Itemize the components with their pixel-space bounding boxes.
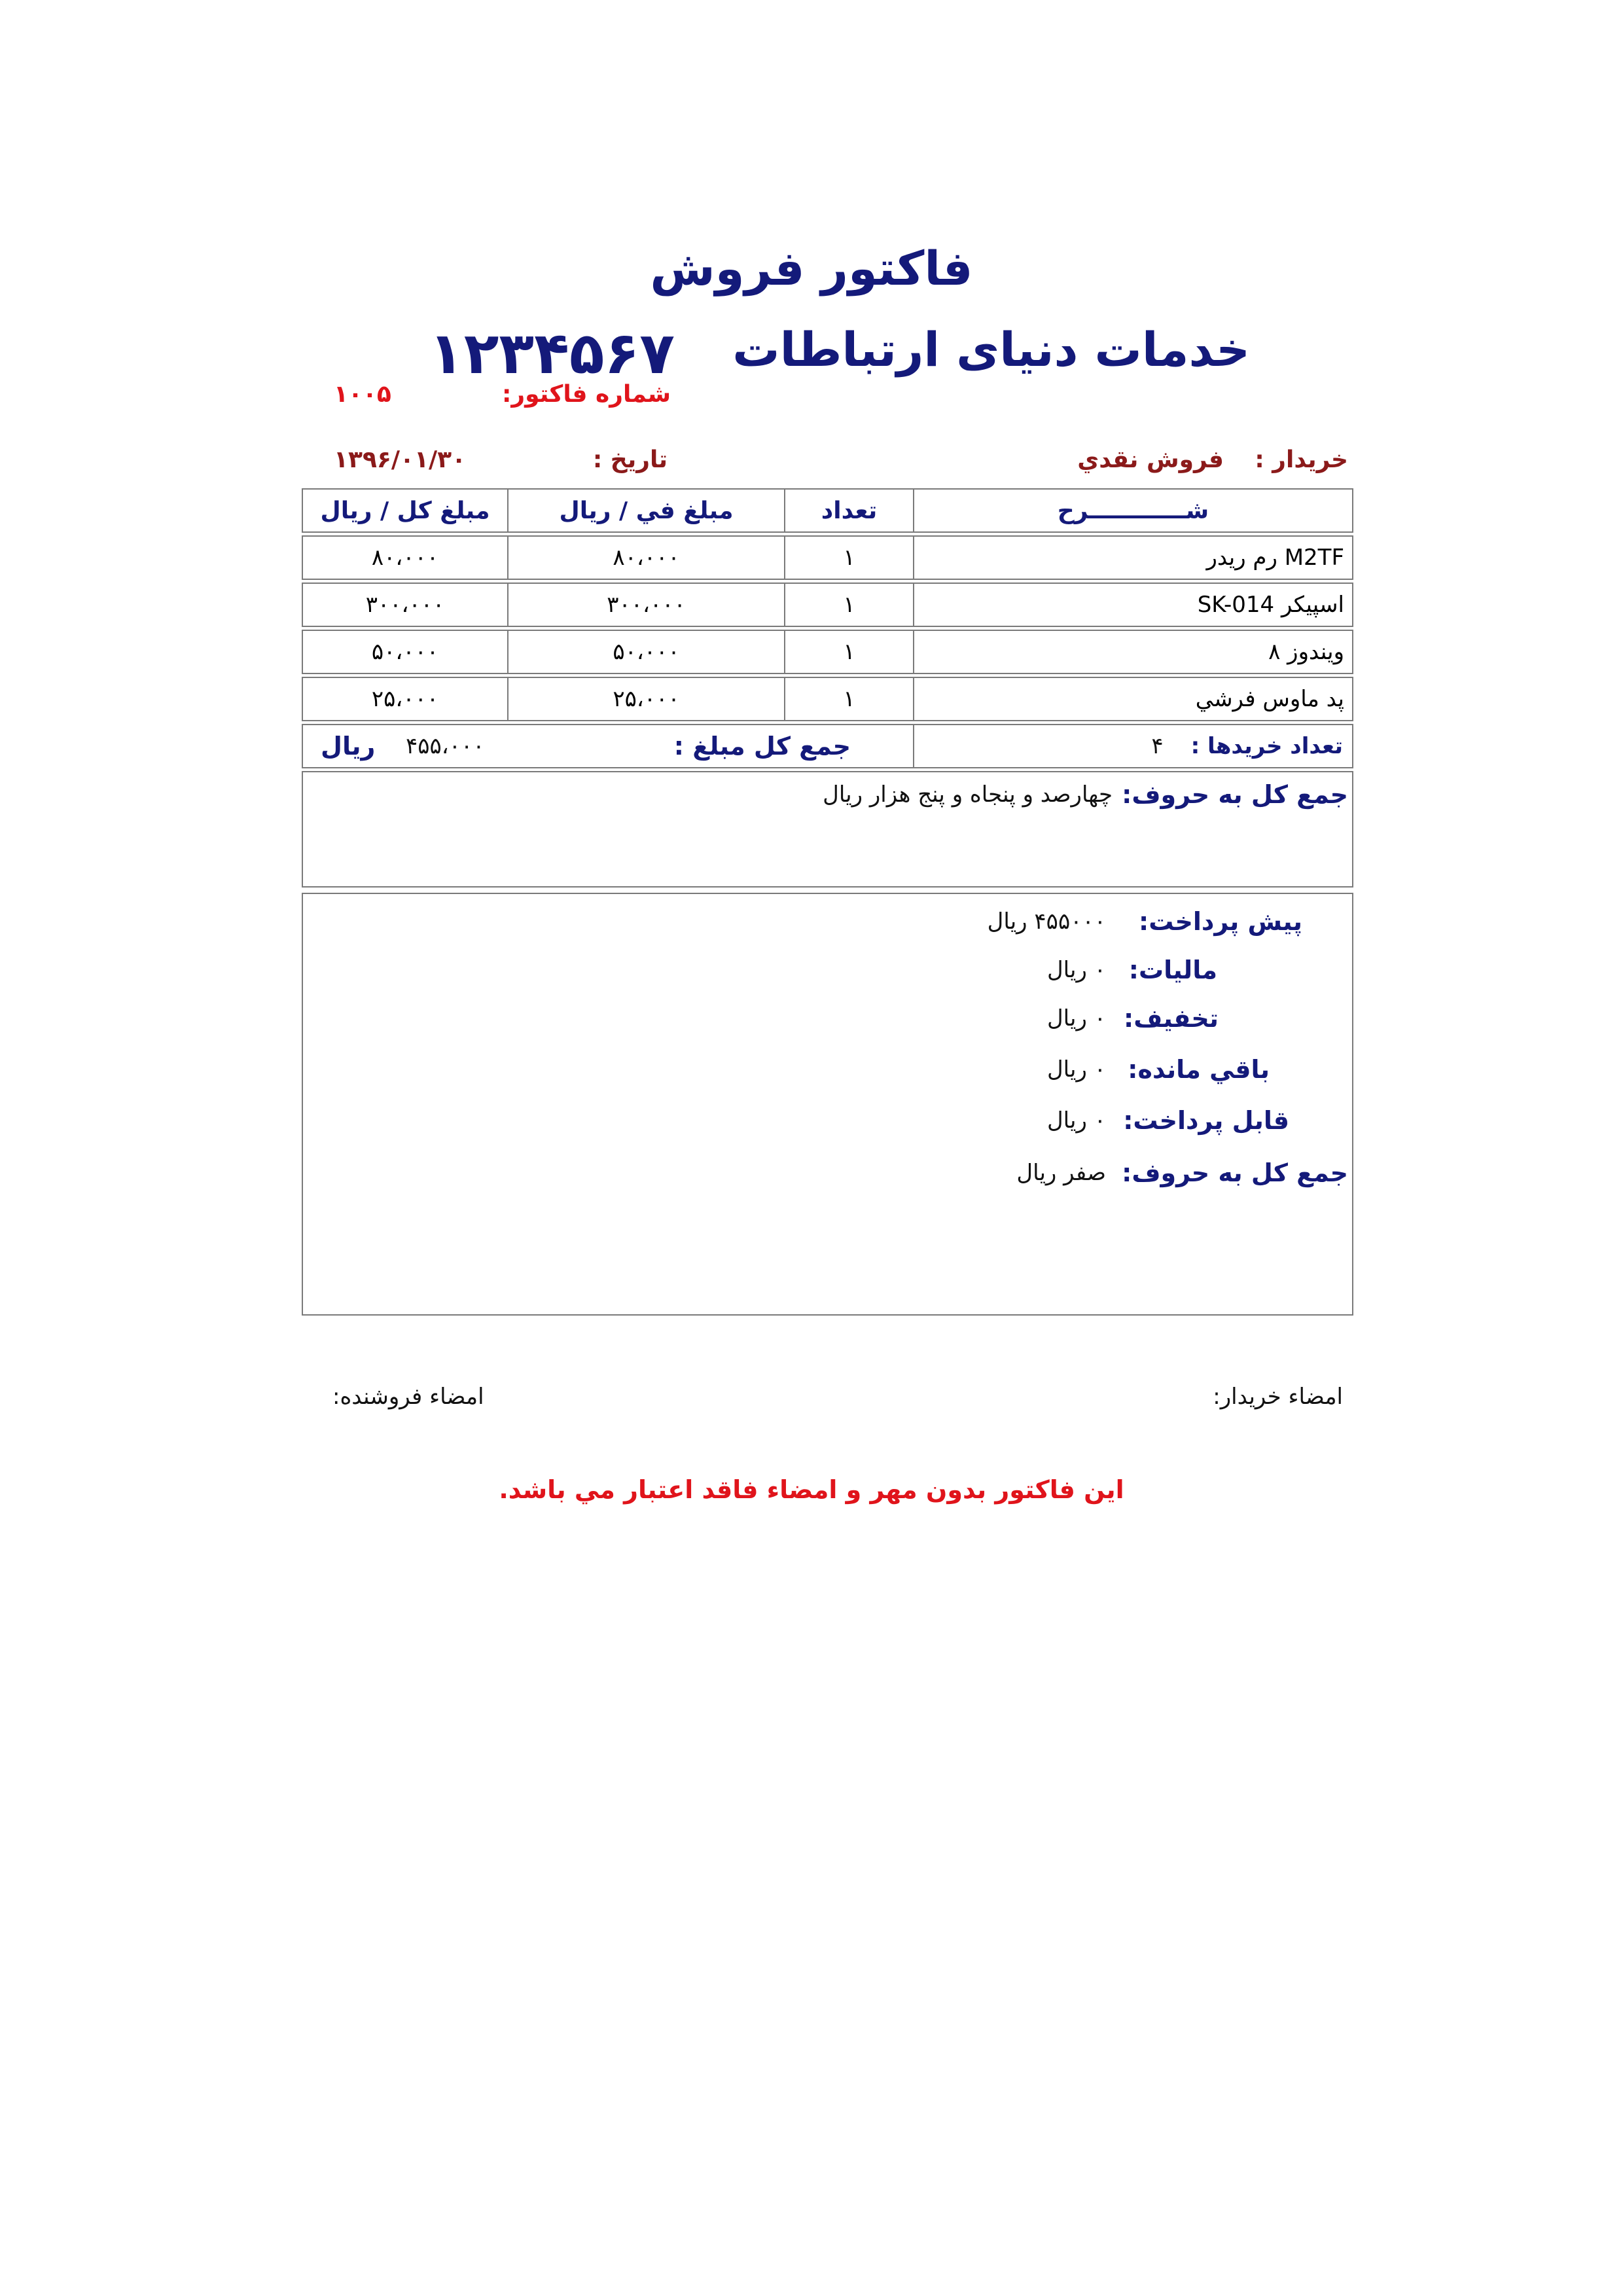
table-row-total-price: ۳۰۰،۰۰۰	[302, 583, 508, 627]
table-row-quantity: ۱	[784, 677, 914, 721]
table-row-unit-price: ۳۰۰،۰۰۰	[507, 583, 785, 627]
date-label: تاريخ :	[592, 446, 668, 473]
date-value: ۱۳۹۶/۰۱/۳۰	[334, 446, 467, 473]
total-in-words-label: جمع كل به حروف:	[1122, 780, 1348, 809]
total-amount-label: جمع كل مبلغ :	[673, 732, 851, 761]
payment-words-value: صفر ریال	[1016, 1160, 1106, 1186]
items-count-cell	[913, 724, 1353, 768]
tax-value: ۰ ریال	[1046, 957, 1106, 983]
discount-label: تخفيف:	[1124, 1004, 1219, 1033]
table-row-description: ویندوز ۸	[913, 630, 1353, 674]
buyer-signature-label: امضاء خريدار:	[1213, 1384, 1343, 1410]
table-row-description: پد ماوس فرشي	[913, 677, 1353, 721]
prepayment-value: ۴۵۵۰۰۰ ریال	[987, 908, 1106, 935]
total-in-words-value: چهارصد و پنجاه و پنج هزار ریال	[823, 781, 1113, 808]
prepayment-label: پيش پرداخت:	[1139, 907, 1302, 936]
items-count-label: تعداد خريدها :	[1190, 733, 1343, 759]
col-header-quantity: تعداد	[784, 488, 914, 533]
table-row-quantity: ۱	[784, 535, 914, 580]
discount-value: ۰ ریال	[1046, 1005, 1106, 1031]
table-row-description: اسپیکر SK-014	[913, 583, 1353, 627]
remaining-label: باقي مانده:	[1128, 1055, 1270, 1084]
table-row-unit-price: ۸۰،۰۰۰	[507, 535, 785, 580]
table-row-total-price: ۸۰،۰۰۰	[302, 535, 508, 580]
table-row-description: M2TF رم ریدر	[913, 535, 1353, 580]
validity-notice: اين فاكتور بدون مهر و امضاء فاقد اعتبار مي باشد.	[499, 1475, 1124, 1504]
col-header-total-price: مبلغ كل / ريال	[302, 488, 508, 533]
payable-value: ۰ ریال	[1046, 1107, 1106, 1134]
payment-words-label: جمع كل به حروف:	[1122, 1158, 1348, 1187]
remaining-value: ۰ ریال	[1046, 1056, 1106, 1083]
invoice-number-label: شماره فاكتور:	[502, 381, 671, 408]
big-number: ۱۲۳۴۵۶۷	[429, 319, 675, 387]
total-amount-currency: ريال	[321, 732, 376, 761]
items-count-value: ۴	[1151, 733, 1164, 759]
seller-signature-label: امضاء فروشنده:	[332, 1384, 484, 1410]
table-row-total-price: ۵۰،۰۰۰	[302, 630, 508, 674]
table-row-total-price: ۲۵،۰۰۰	[302, 677, 508, 721]
col-header-description: شــــــــــــرح	[913, 488, 1353, 533]
buyer-value: فروش نقدي	[1077, 446, 1224, 473]
col-header-unit-price: مبلغ في / ريال	[507, 488, 785, 533]
table-row-unit-price: ۵۰،۰۰۰	[507, 630, 785, 674]
total-amount-value: ۴۵۵،۰۰۰	[406, 733, 485, 759]
page-title: فاكتور فروش	[650, 241, 973, 296]
table-row-quantity: ۱	[784, 630, 914, 674]
payable-label: قابل پرداخت:	[1123, 1106, 1289, 1135]
company-name: خدمات دنیای ارتباطات	[732, 322, 1250, 377]
table-row-quantity: ۱	[784, 583, 914, 627]
invoice-number: ۱۰۰۵	[334, 381, 391, 408]
buyer-label: خريدار :	[1255, 446, 1348, 473]
tax-label: ماليات:	[1128, 956, 1217, 984]
table-row-unit-price: ۲۵،۰۰۰	[507, 677, 785, 721]
